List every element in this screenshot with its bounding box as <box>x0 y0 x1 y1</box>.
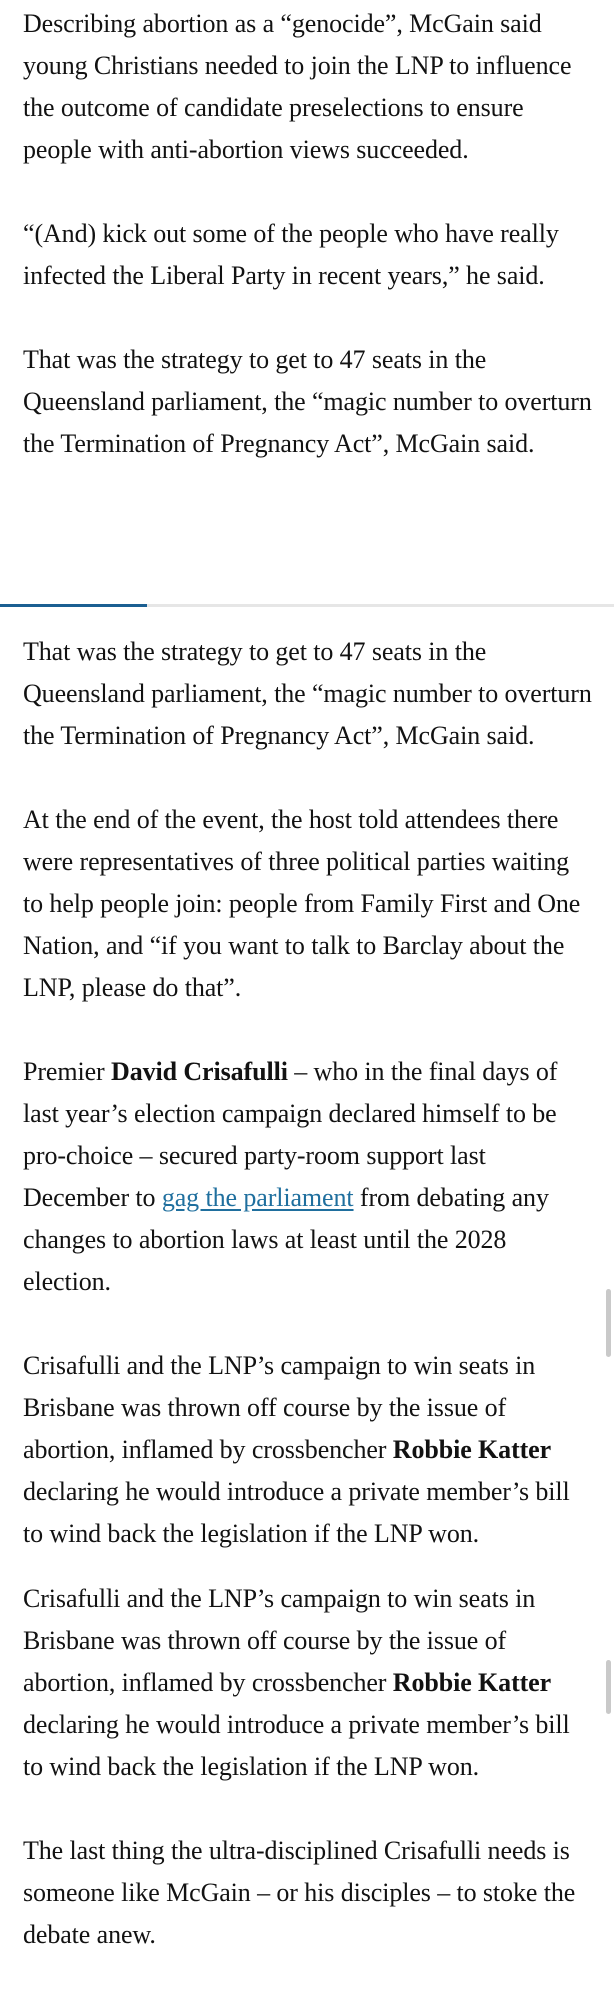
paragraph-strategy-repeat: That was the strategy to get to 47 seats in the Queensland parliament, the “magic number to overturn the Termination of Pregnancy Act”, McGain said. <box>23 637 592 750</box>
paragraph-strategy: That was the strategy to get to 47 seats in the Queensland parliament, the “magic number to overturn the Termination of Pregnancy Act”, McGain said. <box>23 345 592 458</box>
premier-text-after: from debating any changes to abortion laws at least until the 2028 election. <box>23 1183 549 1296</box>
campaign-text-after-repeat: declaring he would introduce a private member’s bill to wind back the legislation if the LNP won. <box>23 1710 570 1781</box>
premier-name: David Crisafulli <box>111 1057 288 1086</box>
gag-parliament-link[interactable]: gag the parliament <box>161 1183 354 1212</box>
katter-name-repeat: Robbie Katter <box>392 1668 552 1697</box>
paragraph-genocide: Describing abortion as a “genocide”, McGain said young Christians needed to join the LNP to influence the outcome of candidate preselections to ensure people with anti-abortion views succeeded. <box>23 9 572 164</box>
paragraph-event-end: At the end of the event, the host told attendees there were representatives of three political parties waiting to help people join: people from Family First and One Nation, and “if you want to talk to Barclay about the LNP, please do that”. <box>23 805 581 1002</box>
article-segment-1 <box>0 0 614 604</box>
paragraph-last-thing: The last thing the ultra-disciplined Crisafulli needs is someone like McGain – or his disciples – to stoke the debate anew. <box>23 1836 576 1949</box>
paragraph-campaign-partial <box>23 1345 593 1555</box>
premier-text-middle: – who in the final days of last year’s election campaign declared himself to be pro-choice – secured party-room support last December to <box>23 1057 558 1212</box>
paragraph-premier <box>23 1051 593 1303</box>
scrollbar-thumb[interactable] <box>606 1289 611 1357</box>
scrollbar-thumb-lower[interactable] <box>606 1660 611 1714</box>
campaign-text-before: Crisafulli and the LNP’s campaign to win seats in Brisbane was thrown off course by the issue of abortion, inflamed by crossbencher <box>23 1351 536 1464</box>
article-segment-2 <box>0 607 614 1565</box>
paragraph-kick-out-quote: “(And) kick out some of the people who have really infected the Liberal Party in recent years,” he said. <box>23 219 559 290</box>
paragraph-campaign <box>23 1578 593 1788</box>
campaign-text-after: declaring he would introduce a private member’s bill to wind back the legislation if the LNP won. <box>23 1477 570 1548</box>
premier-text-before: Premier <box>23 1057 112 1086</box>
katter-name: Robbie Katter <box>392 1435 552 1464</box>
campaign-text-before-repeat: Crisafulli and the LNP’s campaign to win seats in Brisbane was thrown off course by the issue of abortion, inflamed by crossbencher <box>23 1584 536 1697</box>
article-segment-3 <box>0 1565 614 2000</box>
